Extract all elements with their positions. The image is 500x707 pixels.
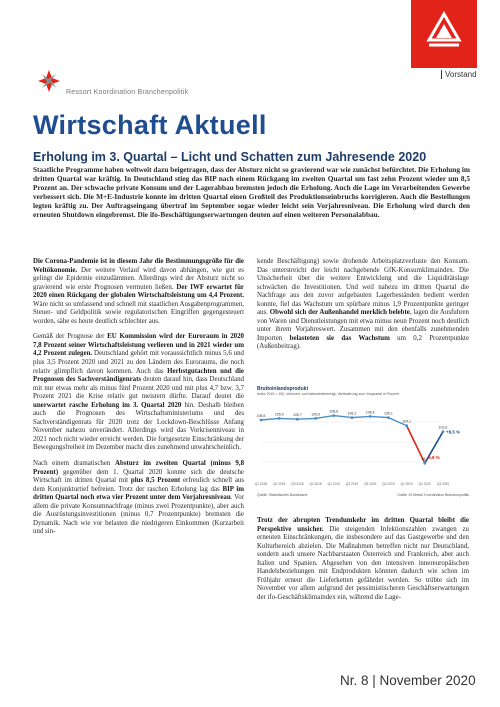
ressort-label: Ressort Koordination Branchenpolitik: [66, 89, 189, 96]
chart-title: Bruttoinlandsprodukt: [257, 386, 309, 392]
vorstand-label: Vorstand: [441, 70, 477, 79]
right-column-top: [257, 258, 469, 359]
ressort-logo-icon: [33, 69, 65, 98]
ig-metall-logo-mark: [411, 0, 477, 68]
chart-series-line: [261, 416, 407, 426]
chart-point: [405, 424, 408, 427]
chart-point: [387, 416, 390, 419]
chart-point: [278, 417, 281, 420]
chart-tick-label: Q3 2020: [436, 482, 450, 486]
chart-tick-label: Q2 2020: [418, 482, 431, 486]
ig-metall-logo: [411, 0, 477, 68]
lead-paragraph: Staatliche Programme haben weltweit dazu beigetragen, dass der Absturz nicht so gravierend war wie zunächst befürchtet. Die Erholung im dritten Quartal war kräftig. In Deutschland stieg das BIP nach einem Rückgang im zweiten Quartal um fast zehn Prozent wieder um 8,5 Prozent an. Der schwache private Konsum und der Lagerabbau bremsten jedoch die Erholung. Auch die Lage im Verarbeitenden Gewerbe verbessert sich. Die M+E-Industrie konnte im dritten Quartal einen Großteil des Produktionseinbruchs korrigieren. Auch die Bestellungen legten kräftig zu. Der Auftragseingang übertraf im September sogar wieder leicht sein Vorjahresniveau. Die Erholung wird durch den erneuten Shutdown eingebremst. Die ifo-Beschäftigungserwartungen deuten auf einen weiteren Personalabbau.: [33, 165, 470, 219]
chart-point: [423, 462, 426, 465]
chart-annotation: -9,8 %: [426, 455, 440, 461]
chart-point: [296, 418, 299, 421]
left-paragraph-1: Die Corona-Pandemie ist in diesem Jahr die Bestimmungsgröße für die Weltökonomie. Der weitere Verlauf wird davon abhängen, wie gut es gelingt die Epidemie einzudämmen. Allerdings wird der Absturz nicht so gravierend wie erste Prognosen vermuten ließen. Der IWF erwartet für 2020 einen Rückgang der globalen Wirtschaftsleistung um 4,4 Prozent. Wäre nicht so umfassend und schnell mit staatlichen Ausgabenprogrammen, Steuer- und Geldpolitik sowie regulatorischen Eingriffen gegengesteuert worden, sähe es heute deutlich schlechter aus.: [33, 258, 244, 325]
chart-point: [314, 417, 317, 420]
left-paragraph-2: Gemäß der Prognose der EU Kommission wird der Euroraum in 2020 7,8 Prozent seiner Wirtschaftsleistung verlieren und in 2021 wieder um 4,2 Prozent zulegen. Deutschland gehört mit voraussichtlich minus 5,6 und plus 3,5 Prozent 2020 und 2021 zu den Ländern des Euroraums, die noch relativ glimpflich davon kommen. Auch das Herbstgutachten und die Prognosen des Sachverständigenrats deuten darauf hin, dass Deutschland mit nur etwas mehr als minus fünf Prozent 2020 und mit plus 4,7 bzw. 3,7 Prozent 2021 die Krise relativ gut meistern dürfte. Darauf deutet die unerwartet rasche Erholung im 3. Quartal 2020 hin. Deshalb bleiben auch die Prognosen des Wirtschaftsministeriums und des Sachverständigenrats für 2020 trotz der Lockdown-Beschlüsse Anfang November nahezu unverändert. Allerdings wird das Vorkrisenniveau in 2021 noch nicht wieder erreicht werden. Die fortgesetzte Einschränkung der Bewegungsfreiheit im Dezember macht dies zunehmend unwahrscheinlich.: [33, 333, 245, 452]
chart-plot: [254, 396, 469, 488]
chart-point: [260, 419, 263, 422]
page-subtitle: Erholung im 3. Quartal – Licht und Schatten zum Jahresende 2020: [33, 150, 427, 164]
chart-credit: Grafik: IG Metall, Koordination Branchenpolitik: [397, 493, 469, 497]
left-column: [33, 258, 244, 544]
right-column-bottom: [257, 517, 469, 609]
right-paragraph-1: kende Beschäftigung) sowie drohende Arbeitsplatzverluste den Konsum. Das unterstreicht der leicht nachgebende GfK-Konsumklimaindex. Die Unsicherheit über die weitere Entwicklung und die Liquiditätslage schwächen die Investitionen. Und weil nahezu im dritten Quartal die Nachfrage aus den zuvor aufgebauten Lagerbeständen bedient werden konnte, fiel das Wachstum um spürbare minus 1,9 Prozentpunkte geringer aus. Obwohl sich der Außenhandel merklich belebte, lagen die Ausfuhren von Waren und Dienstleistungen mit etwa minus neun Prozent noch deutlich unter ihrem Vorjahreswert. Zusammen mit den ebenfalls zunehmenden Importen belasteten sie das Wachstum um 0,2 Prozentpunkte (Außenbeitrag).: [257, 258, 470, 351]
chart-tick-label: Q1 2020: [400, 482, 413, 486]
chart-data-label: 106,1: [384, 411, 393, 416]
chart-data-label: 105,9: [311, 412, 320, 417]
right-paragraph-2: Trotz der abrupten Trendumkehr im dritten Quartal bleibt die Perspektive unsicher. Die steigenden Infektionszahlen zwangen zu erneuten Einschränkungen, die insbesondere auf das Gastgewerbe und den Kulturbereich abzielen. Die Maßnahmen betreffen nicht nur Deutschland, sondern auch unsere Nachbarstaaten Österreich und Frankreich, aber auch Italien und Spanien. Abgesehen von den intensiven innereuropäischen Handelsbeziehungen mit Endprodukten könnten dadurch wie schon im Frühjahr erneut die Lieferketten gefährdet werden. So trübte sich im November vor allem aufgrund der pessimistischeren Geschäftserwartungen der ifo-Geschäftsklimaindex ein, während die Lage-: [257, 517, 469, 601]
chart-annotation: +8,5 %: [446, 429, 461, 435]
chart-point: [369, 415, 372, 418]
chart-data-label: 105,5: [256, 414, 266, 418]
chart-data-label: 102,6: [438, 425, 448, 430]
page-title: Wirtschaft Aktuell: [33, 110, 267, 140]
chart-footer: [257, 493, 469, 497]
gdp-chart: [254, 386, 469, 502]
chart-tick-label: Q1 2019: [327, 482, 340, 486]
chart-source: Quelle: Statistisches Bundesamt: [257, 493, 308, 497]
chart-tick-label: Q4 2019: [382, 482, 395, 486]
chart-data-label: 94,7: [421, 457, 429, 462]
chart-point: [442, 430, 445, 433]
issue-footer: Nr. 8 | November 2020: [340, 673, 476, 688]
chart-point: [332, 414, 335, 417]
chart-tick-label: Q4 2018: [309, 482, 322, 486]
chart-data-label: 106,4: [365, 410, 375, 415]
chart-data-label: 104,1: [402, 419, 411, 424]
chart-data-label: 106,6: [329, 409, 339, 414]
chart-data-label: 105,7: [293, 413, 302, 418]
chart-data-label: 106,1: [347, 411, 357, 416]
chart-tick-label: Q1 2018: [254, 482, 268, 486]
chart-tick-label: Q3 2019: [364, 482, 377, 486]
left-paragraph-3: Nach einem dramatischen Absturz im zweiten Quartal (minus 9,8 Prozent) gegenüber dem 1. Quartal 2020 konnte sich die deutsche Wirtschaft im dritten Quartal mit plus 8,5 Prozent erfreulich schnell aus dem Konjunkturtief befreien. Trotz der raschen Erholung lag das BIP im dritten Quartal noch etwa vier Prozent unter dem Vorjahresniveau. Vor allem die private Konsumnachfrage (minus zwei Prozentpunkte), aber auch die Ausrüstungsinvestitionen (minus 0,7 Prozentpunkte) bremsten die Dynamik. Nach wie vor belasten die niedrigeren Einkommen (Kurzarbeit und sin-: [33, 460, 245, 536]
chart-tick-label: Q3 2018: [291, 482, 304, 486]
chart-data-label: 105,9: [274, 412, 284, 417]
chart-tick-label: Q2 2019: [345, 482, 359, 486]
chart-tick-label: Q2 2018: [273, 482, 286, 486]
chart-subtitle: Index 2015 = 100, Volumen- und kalenderbereinigt, Veränderung zum Vorquartal in Prozent: [257, 392, 399, 396]
chart-point: [351, 416, 354, 419]
